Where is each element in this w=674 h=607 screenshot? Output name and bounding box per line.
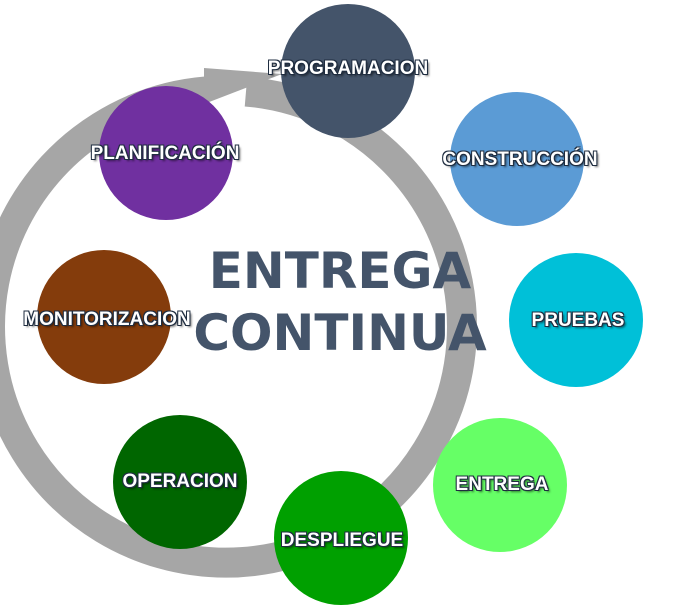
center-title-line-1: ENTREGA [208, 242, 472, 300]
stage-label-monitorizacion: MONITORIZACION [23, 309, 191, 330]
center-title [160, 240, 520, 364]
stage-label-programacion: PROGRAMACION [267, 58, 429, 79]
stage-label-despliegue: DESPLIEGUE [280, 530, 404, 551]
stage-label-operacion: OPERACION [122, 471, 238, 492]
stage-label-construccion: CONSTRUCCIÓN [442, 149, 598, 170]
stage-label-planificacion: PLANIFICACIÓN [90, 143, 240, 164]
center-title-line-2: CONTINUA [193, 304, 487, 362]
stage-label-pruebas: PRUEBAS [531, 310, 625, 331]
stage-label-entrega: ENTREGA [455, 474, 549, 495]
